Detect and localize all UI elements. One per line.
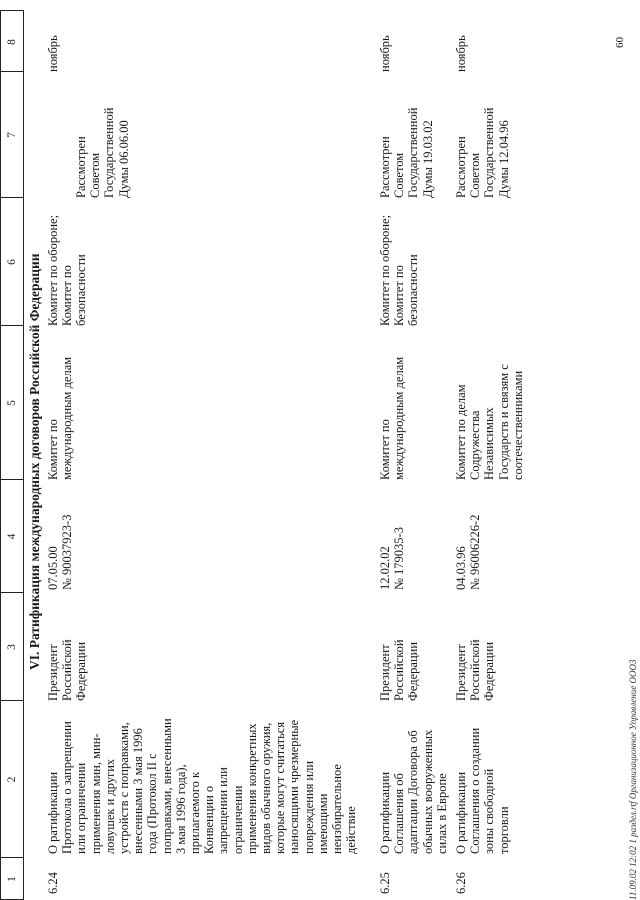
header-col-7: 7 (6, 132, 18, 138)
row-6-25-co-committee: Комитет по обороне; Комитет по безопасности (378, 214, 421, 326)
row-6-26-title: О ратификации Соглашения о создании зоны свободной торговли (454, 727, 511, 854)
row-6-25-month: ноябрь (378, 35, 392, 72)
row-6-25-title: О ратификации Соглашения об адаптации Договора об обычных вооруженных силах в Европе (378, 729, 449, 854)
header-col-8: 8 (6, 39, 18, 45)
header-col-6: 6 (6, 259, 18, 265)
row-6-24-status: Рассмотрен Советом Государственной Думы 06.06.00 (74, 107, 131, 198)
col-border-1 (0, 857, 24, 858)
col-border-6 (0, 197, 24, 198)
header-col-4: 4 (6, 533, 18, 540)
col-border-2 (0, 700, 24, 701)
row-6-25-date-no: 12.02.02 № 179035-3 (378, 527, 407, 590)
row-6-26-date-no: 04.03.96 № 96006226-2 (454, 514, 483, 590)
header-bottom-border (23, 10, 24, 900)
row-6-24-initiator: Президент Российской Федерации (46, 639, 89, 701)
header-col-1: 1 (6, 876, 18, 882)
table-top-border (0, 10, 1, 900)
row-6-25-committee: Комитет по международным делам (378, 356, 407, 480)
row-6-26-initiator: Президент Российской Федерации (454, 639, 497, 701)
header-col-5: 5 (6, 400, 18, 406)
row-6-24-date-no: 07.05.00 № 90037923-3 (46, 514, 75, 590)
row-6-24-number: 6.24 (46, 872, 60, 894)
col-border-7 (0, 71, 24, 72)
row-6-24-co-committee: Комитет по обороне; Комитет по безопасности (46, 214, 89, 326)
page-number: 60 (614, 37, 626, 48)
row-6-24-committee: Комитет по международным делам (46, 356, 75, 480)
row-6-26-month: ноябрь (454, 35, 468, 72)
col-border-4 (0, 479, 24, 480)
row-6-26-number: 6.26 (454, 872, 468, 894)
col-border-8 (0, 10, 24, 11)
footer-file-info: 11.09.02 12:02 1 раздел.rtf Организационное Управление ООО3 (628, 659, 638, 900)
row-6-26-status: Рассмотрен Советом Государственной Думы 12.04.96 (454, 107, 511, 198)
row-6-25-initiator: Президент Российской Федерации (378, 639, 421, 701)
col-border-3 (0, 592, 24, 593)
col-border-5 (0, 325, 24, 326)
section-title: VI. Ратификация международных договоров Российской Федерации (27, 253, 42, 670)
row-6-25-number: 6.25 (378, 872, 392, 894)
header-col-2: 2 (6, 776, 18, 783)
row-6-24-month: ноябрь (46, 35, 60, 72)
row-6-24-title: О ратификации Протокола о запрещении или ограничении применения мин, мин- ловушек и других устройств с поправками, внесенными 3 мая 1996 года (Протокол II с поправками, внесенными 3 мая 1996 года), прилагаемого к Конвенции о запрещении или ограничении применения конкретных видов обычного оружия, которые могут считаться наносящими чрезмерные повреждения или имеющими неизбирательное действие (46, 718, 359, 854)
header-col-3: 3 (6, 644, 18, 650)
row-6-26-committee: Комитет по делам Содружества Независимых Государств и связям с соотечественниками (454, 364, 525, 480)
row-6-25-status: Рассмотрен Советом Государственной Думы 19.03.02 (378, 107, 435, 198)
